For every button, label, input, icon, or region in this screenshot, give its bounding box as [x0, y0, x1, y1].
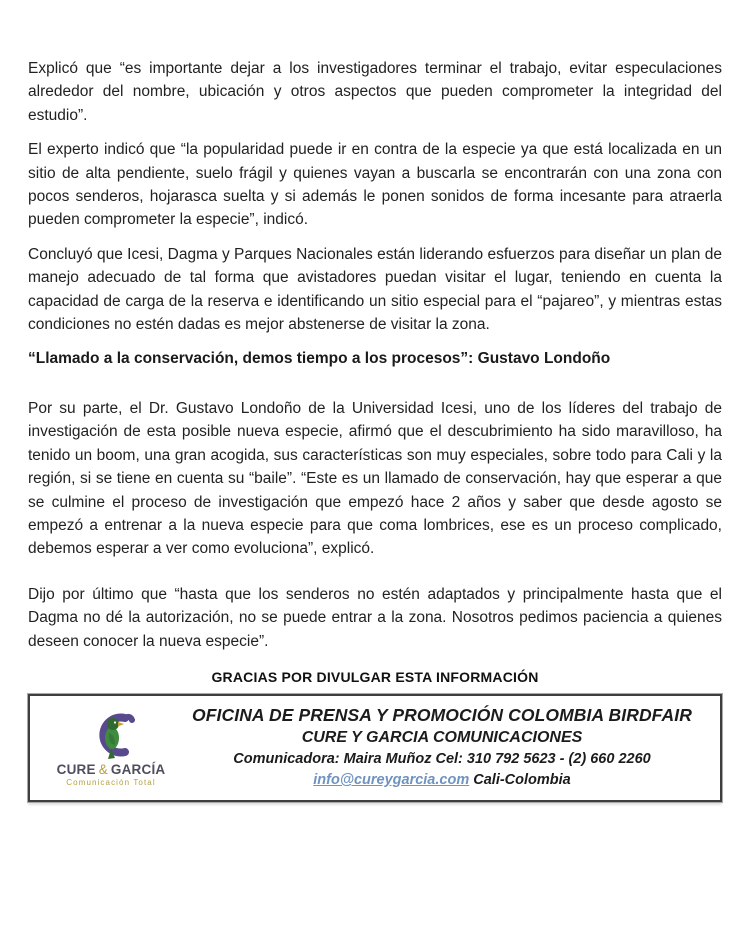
contact-phone-line: Comunicadora: Maira Muñoz Cel: 310 792 5623 - (2) 660 2260	[233, 750, 651, 767]
logo-tagline: Comunicación Total	[66, 777, 156, 787]
paragraph-2: El experto indicó que “la popularidad puede ir en contra de la especie ya que está localizada en un sitio de alta pendiente, suelo frágil y quienes vayan a buscarla se encontrarán con una zona con pocos senderos, hojarasca suelta y si además le ponen sonidos de forma incesante para atraerla pueden comprometer la especie”, indicó.	[28, 141, 722, 229]
section-heading: “Llamado a la conservación, demos tiempo a los procesos”: Gustavo Londoño	[28, 350, 611, 368]
location-text: Cali-Colombia	[473, 771, 571, 788]
contact-box	[28, 694, 722, 802]
thanks-line: GRACIAS POR DIVULGAR ESTA INFORMACIÓN	[211, 668, 539, 685]
press-office-title: OFICINA DE PRENSA Y PROMOCIÓN COLOMBIA BIRDFAIR	[192, 704, 692, 725]
logo-ampersand: &	[98, 761, 108, 777]
c-bird-logo-icon	[85, 709, 137, 761]
logo-wordmark	[57, 762, 166, 777]
email-link[interactable]: info@cureygarcia.com	[313, 771, 470, 788]
contact-email-line	[178, 770, 706, 791]
paragraph-5: Dijo por último que “hasta que los senderos no estén adaptados y principalmente hasta que el Dagma no dé la autorización, no se puede entrar a la zona. Nosotros pedimos paciencia a quienes deseen conocer la nueva especie”.	[28, 585, 722, 650]
logo-word-garcia: GARCÍA	[110, 761, 166, 777]
paragraph-3: Concluyó que Icesi, Dagma y Parques Nacionales están liderando esfuerzos para diseñar un plan de manejo adecuado de tal forma que avistadores puedan visitar el lugar, teniendo en cuenta la capacidad de carga de la reserva e identificando un sitio especial para el “pajareo”, y mientras estas condiciones no estén dadas es mejor abstenerse de visitar la zona.	[28, 245, 722, 334]
paragraph-1: Explicó que “es importante dejar a los investigadores terminar el trabajo, evitar especulaciones alrededor del nombre, ubicación y otros aspectos que pueden comprometer la integridad del estudio”.	[28, 60, 722, 124]
contact-info	[174, 703, 706, 791]
company-name: CURE Y GARCIA COMUNICACIONES	[301, 728, 583, 746]
cure-garcia-logo	[48, 707, 174, 787]
paragraph-4: Por su parte, el Dr. Gustavo Londoño de la Universidad Icesi, uno de los líderes del trabajo de investigación de esta posible nueva especie, afirmó que el descubrimiento ha sido maravilloso, ha tenido un boom, una gran acogida, sus características son muy especiales, sobre todo para Cali y la región, si se tiene en cuenta su “baile”. “Este es un llamado de conservación, hay que esperar a que se culmine el proceso de investigación que empezó hace 2 años y saber que desde agosto se empezó a entrenar a la nueva especie para que coma lombrices, ese es un proceso complicado, debemos esperar a ver como evoluciona”, explicó.	[28, 399, 722, 558]
logo-word-cure: CURE	[56, 761, 96, 777]
